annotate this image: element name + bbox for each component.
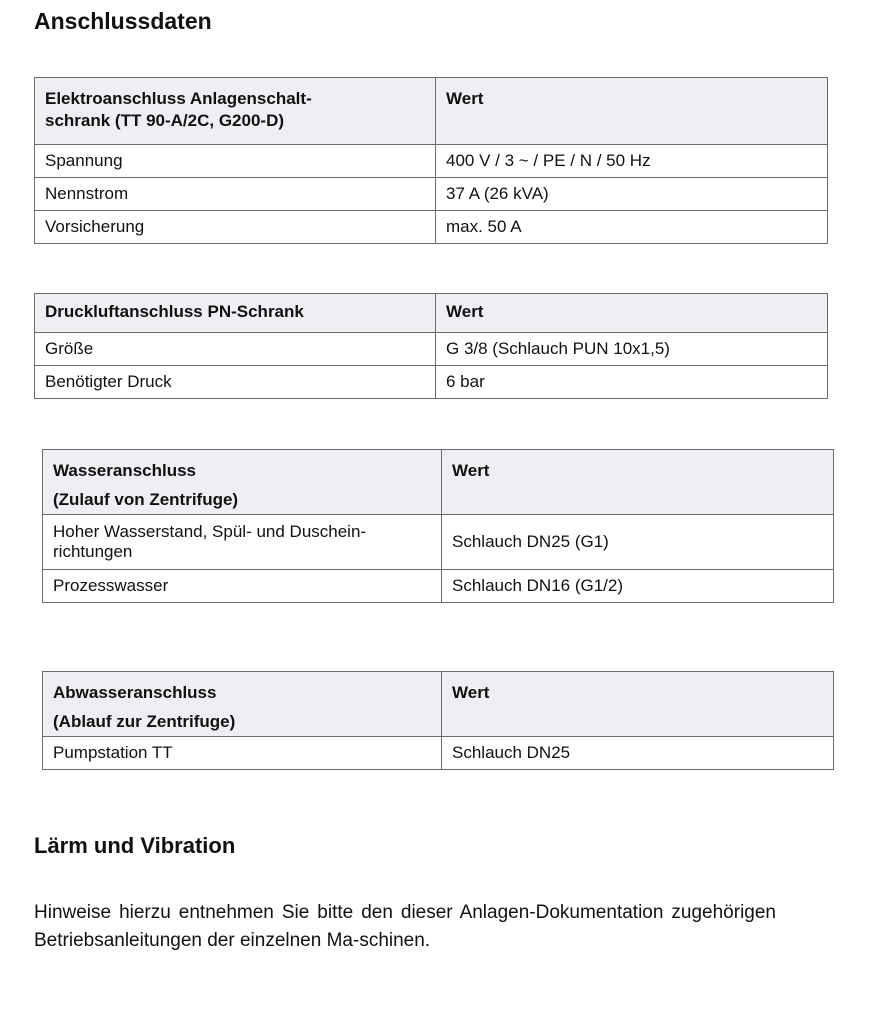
cell-label: Spannung [35,145,436,178]
table-header [35,294,828,333]
header-line: schrank (TT 90-A/2C, G200-D) [45,111,285,130]
table-row [43,737,834,770]
header-cell: Wert [442,672,834,737]
cell-value: Schlauch DN25 (G1) [442,515,834,570]
cell-label: Nennstrom [35,178,436,211]
section-heading: Lärm und Vibration [34,833,236,858]
cell-value: 400 V / 3 ~ / PE / N / 50 Hz [436,145,828,178]
table-header [35,78,828,145]
header-line: Wasseranschluss [53,461,196,480]
header-line: (Zulauf von Zentrifuge) [53,490,239,509]
header-cell: Wert [442,450,834,515]
page-title: Anschlussdaten [34,8,212,34]
cell-value: Schlauch DN16 (G1/2) [442,570,834,603]
cell-value: 37 A (26 kVA) [436,178,828,211]
cell-line: Hoher Wasserstand, Spül- und Duschein- [53,522,367,541]
header-line: (Ablauf zur Zentrifuge) [53,712,236,731]
cell-label: Vorsicherung [35,211,436,244]
compressed-air-table [34,293,828,399]
cell-line: richtungen [53,542,133,561]
table-row [35,211,828,244]
header-cell [43,672,442,737]
header-line: Abwasseranschluss [53,683,217,702]
header-cell: Druckluftanschluss PN-Schrank [35,294,436,333]
header-cell [35,78,436,145]
wastewater-connection-table [42,671,834,770]
table-row [43,515,834,570]
cell-label: Größe [35,333,436,366]
header-cell: Wert [436,294,828,333]
header-cell [43,450,442,515]
cell-label [43,515,442,570]
cell-label: Prozesswasser [43,570,442,603]
cell-value: Schlauch DN25 [442,737,834,770]
table-header [43,450,834,515]
cell-value: 6 bar [436,366,828,399]
table-row [35,145,828,178]
cell-label: Pumpstation TT [43,737,442,770]
cell-value: max. 50 A [436,211,828,244]
table-row [43,570,834,603]
table-row [35,366,828,399]
table-row [35,333,828,366]
water-connection-table [42,449,834,603]
section-paragraph: Hinweise hierzu entnehmen Sie bitte den dieser Anlagen-Dokumentation zugehörigen Betriebsanleitungen der einzelnen Ma-schinen. [34,902,776,951]
electrical-connection-table [34,77,828,244]
header-line: Elektroanschluss Anlagenschalt- [45,89,312,108]
table-row [35,178,828,211]
cell-value: G 3/8 (Schlauch PUN 10x1,5) [436,333,828,366]
cell-label: Benötigter Druck [35,366,436,399]
table-header [43,672,834,737]
header-cell: Wert [436,78,828,145]
